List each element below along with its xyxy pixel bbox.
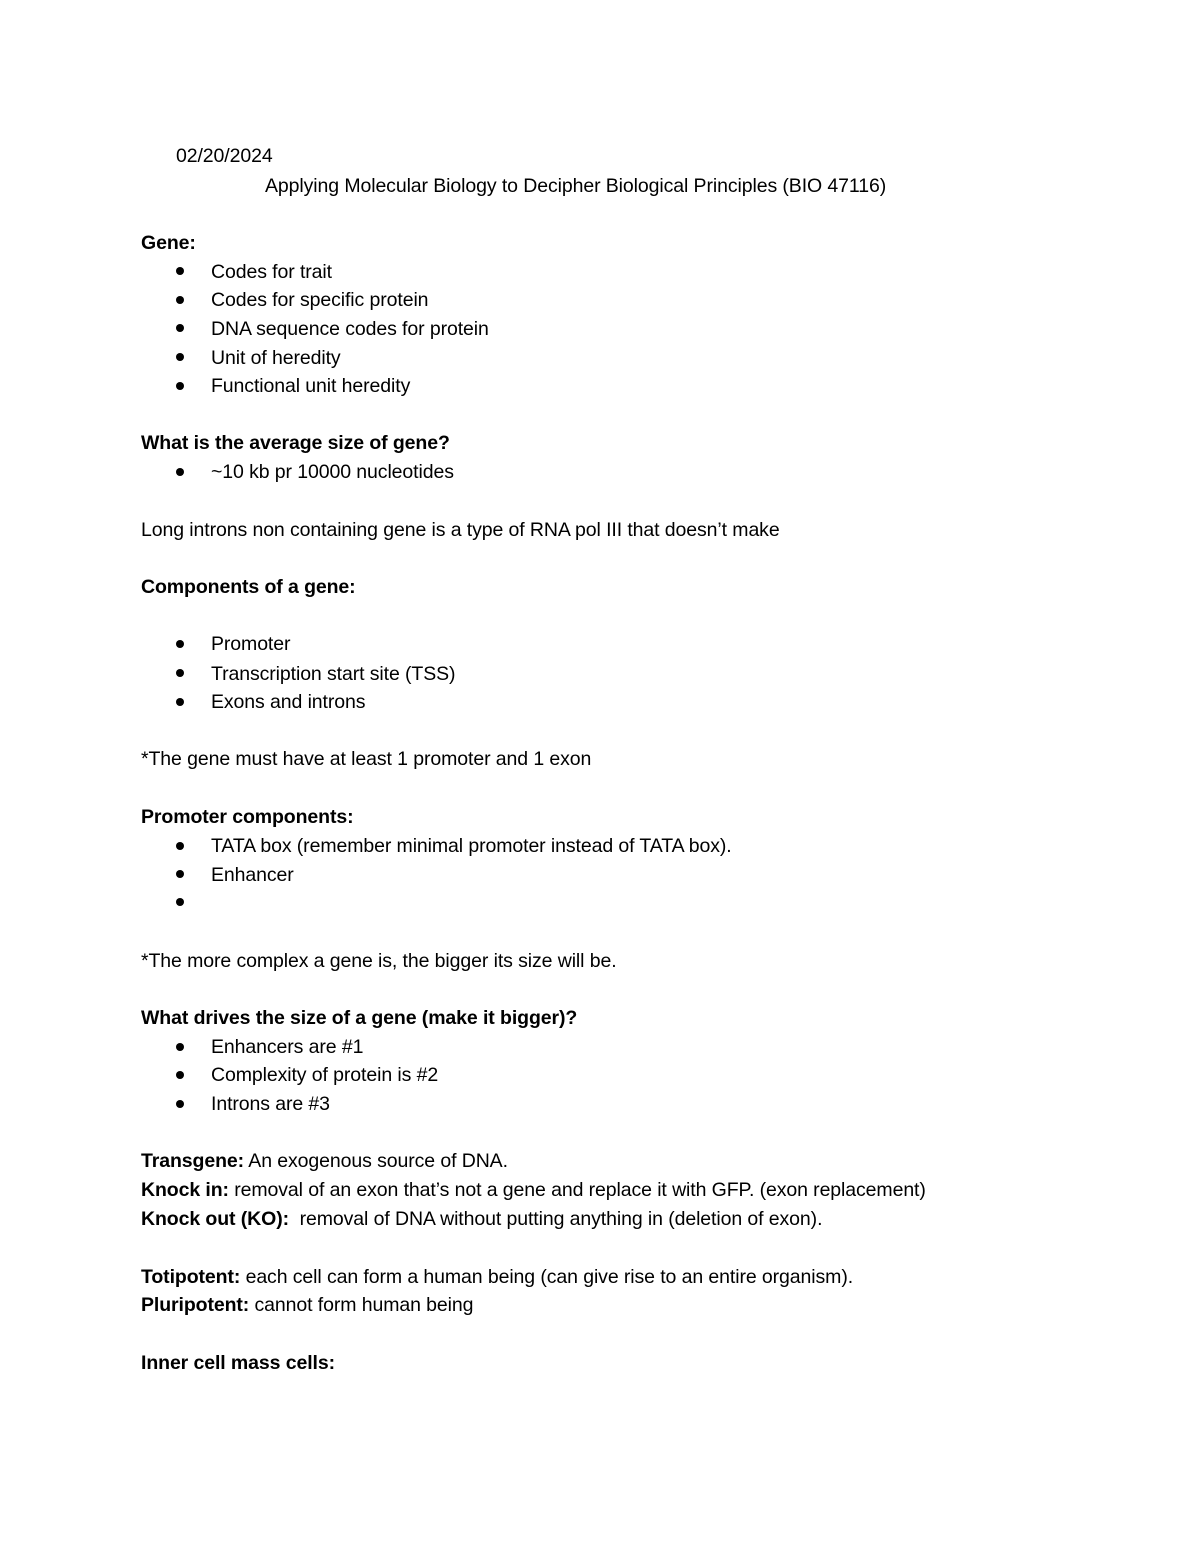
definition-text: removal of an exon that’s not a gene and replace it with GFP. (exon replacement) xyxy=(228,1179,926,1201)
definition-term: Pluripotent: xyxy=(141,1294,250,1316)
bullet-dot xyxy=(176,870,184,878)
definition-totipotent xyxy=(141,1263,853,1291)
definition-term: Knock in: xyxy=(141,1179,229,1201)
inner-cell-heading: Inner cell mass cells: xyxy=(141,1352,335,1374)
definition-knock-out xyxy=(141,1205,822,1233)
definition-term: Totipotent: xyxy=(141,1266,241,1288)
bullet-dot xyxy=(176,669,184,677)
drives-item-1: Enhancers are #1 xyxy=(211,1036,364,1058)
gene-heading: Gene: xyxy=(141,232,196,254)
gene-item-4: Unit of heredity xyxy=(211,347,341,369)
gene-item-2: Codes for specific protein xyxy=(211,289,429,311)
drives-item-2: Complexity of protein is #2 xyxy=(211,1064,439,1086)
bullet-dot xyxy=(176,1100,184,1108)
complex-note: *The more complex a gene is, the bigger its size will be. xyxy=(141,950,617,972)
bullet-dot xyxy=(176,468,184,476)
bullet-dot xyxy=(176,296,184,304)
bullet-dot xyxy=(176,382,184,390)
bullet-dot xyxy=(176,324,184,332)
bullet-dot xyxy=(176,842,184,850)
drives-item-3: Introns are #3 xyxy=(211,1093,330,1115)
gene-must-note: *The gene must have at least 1 promoter and 1 exon xyxy=(141,748,592,770)
promoter-heading: Promoter components: xyxy=(141,806,354,828)
promoter-item-2: Enhancer xyxy=(211,864,294,886)
definition-text: removal of DNA without putting anything in (deletion of exon). xyxy=(288,1208,823,1230)
bullet-dot xyxy=(176,353,184,361)
components-item-1: Promoter xyxy=(211,633,291,655)
bullet-dot xyxy=(176,1043,184,1051)
definition-term: Knock out (KO): xyxy=(141,1208,289,1230)
definition-text: An exogenous source of DNA. xyxy=(244,1150,508,1172)
bullet-dot xyxy=(176,1071,184,1079)
definition-transgene xyxy=(141,1147,508,1175)
definition-text: cannot form human being xyxy=(249,1294,474,1316)
bullet-dot xyxy=(176,698,184,706)
document-title: Applying Molecular Biology to Decipher Biological Principles (BIO 47116) xyxy=(265,175,887,197)
definition-pluripotent xyxy=(141,1291,473,1319)
promoter-item-1: TATA box (remember minimal promoter instead of TATA box). xyxy=(211,835,732,857)
long-introns-note: Long introns non containing gene is a type of RNA pol III that doesn’t make xyxy=(141,519,780,541)
gene-item-5: Functional unit heredity xyxy=(211,375,411,397)
bullet-dot xyxy=(176,267,184,275)
components-item-3: Exons and introns xyxy=(211,691,366,713)
gene-item-3: DNA sequence codes for protein xyxy=(211,318,489,340)
bullet-dot xyxy=(176,640,184,648)
definition-knock-in xyxy=(141,1176,926,1204)
avg-size-item-1: ~10 kb pr 10000 nucleotides xyxy=(211,461,454,483)
definition-text: each cell can form a human being (can give rise to an entire organism). xyxy=(240,1266,854,1288)
components-heading: Components of a gene: xyxy=(141,576,356,598)
components-item-2: Transcription start site (TSS) xyxy=(211,663,456,685)
document-date: 02/20/2024 xyxy=(176,145,273,167)
bullet-dot xyxy=(176,898,184,906)
gene-item-1: Codes for trait xyxy=(211,261,332,283)
avg-size-heading: What is the average size of gene? xyxy=(141,432,450,454)
drives-heading: What drives the size of a gene (make it bigger)? xyxy=(141,1007,578,1029)
definition-term: Transgene: xyxy=(141,1150,245,1172)
